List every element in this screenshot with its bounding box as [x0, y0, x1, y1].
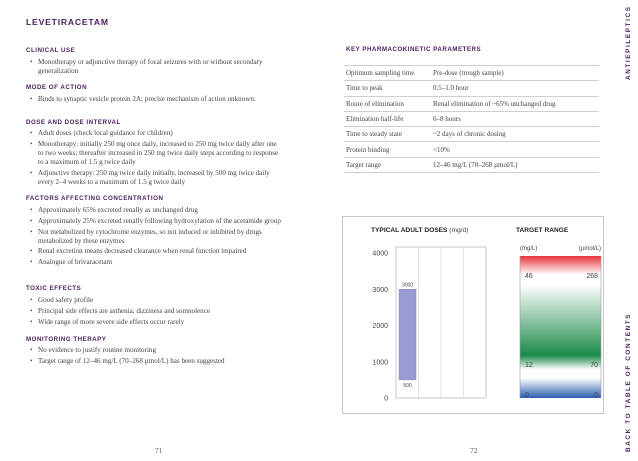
pk-row	[344, 142, 599, 157]
pk-value: <10%	[431, 142, 599, 157]
list-item: • Approximately 25% excreted renally following hydroxylation of the acetamide group	[33, 217, 281, 226]
dose-bar	[399, 289, 416, 380]
list-item: • Adult doses (check local guidance for children)	[33, 129, 281, 138]
left-level-label: 46	[525, 273, 533, 280]
pk-param: Time to peak	[344, 81, 431, 96]
pk-heading: KEY PHARMACOKINETIC PARAMETERS	[346, 46, 482, 53]
list-item: • Approximately 65% excreted renally as unchanged drug	[33, 206, 281, 215]
page-number-right: 72	[470, 446, 478, 455]
pk-value: 6–8 hours	[431, 111, 599, 126]
list-item: • Principal side effects are asthenia, dizziness and somnolence	[33, 307, 281, 316]
list-item: • Analogue of brivaracetam	[33, 258, 281, 267]
right-level-label: 70	[590, 362, 598, 369]
list-item: • Adjunctive therapy: 250 mg twice daily initially, increased by 500 mg twice daily every 2–4 weeks to a maximum of 1.5 g twice daily	[33, 169, 281, 187]
y-tick-label: 1000	[372, 359, 388, 367]
monitoring-heading: MONITORING THERAPY	[26, 336, 107, 343]
y-tick-label: 4000	[372, 250, 388, 258]
right-unit-label: (µmol/L)	[578, 246, 601, 252]
clinical-use-list	[33, 58, 281, 78]
chart-svg	[343, 217, 605, 415]
section-tab-label[interactable]: ANTIEPILEPTICS	[625, 5, 632, 80]
pk-param: Route of elimination	[344, 96, 431, 111]
pk-row	[344, 81, 599, 96]
pk-param: Elimination half-life	[344, 111, 431, 126]
factors-list	[33, 206, 281, 269]
factors-heading: FACTORS AFFECTING CONCENTRATION	[26, 195, 164, 202]
pk-row	[344, 157, 599, 172]
left-level-label: 12	[525, 362, 533, 369]
pk-param: Time to steady state	[344, 127, 431, 142]
bar-high-label: 3000	[401, 282, 414, 289]
list-item: • Good safety profile	[33, 296, 281, 305]
target-range-title: TARGET RANGE	[516, 227, 569, 234]
list-item: • Monotherapy or adjunctive therapy of focal seizures with or without secondary generalization	[33, 58, 281, 76]
back-to-contents-link[interactable]: BACK TO TABLE OF CONTENTS	[625, 312, 632, 452]
toxic-effects-heading: TOXIC EFFECTS	[26, 285, 82, 292]
list-item: • No evidence to justify routine monitoring	[33, 346, 281, 355]
pk-param: Protein binding	[344, 142, 431, 157]
right-level-label: 268	[586, 273, 598, 280]
y-tick-label: 2000	[372, 323, 388, 330]
pk-value: Renal elimination of ~65% unchanged drug	[431, 96, 599, 111]
chart-panel	[342, 216, 604, 414]
side-labels	[625, 0, 632, 461]
doses-chart-unit: (mg/d)	[449, 227, 469, 234]
list-item: • Monotherapy: initially 250 mg once daily, increased to 250 mg twice daily after one to two weeks; thereafter increased in 250 mg twice daily steps according to response to a maximum of 1.5 g twice daily	[33, 140, 281, 167]
page-title: LEVETIRACETAM	[26, 17, 109, 27]
pk-value: 12–46 mg/L (70–268 µmol/L)	[431, 157, 599, 172]
bar-low-label: 500	[403, 382, 412, 389]
list-item: • Renal excretion means decreased clearance when renal function impaired	[33, 247, 281, 256]
pk-row	[344, 96, 599, 111]
pk-value: ~2 days of chronic dosing	[431, 127, 599, 142]
mode-of-action-list	[33, 95, 281, 106]
pk-table	[344, 65, 599, 173]
left-level-label: 0	[525, 392, 529, 399]
y-tick-label: 0	[384, 395, 388, 403]
pk-param: Optimum sampling time	[344, 66, 431, 81]
right-level-label: 0	[594, 392, 598, 399]
pk-row	[344, 66, 599, 81]
toxic-effects-list	[33, 296, 281, 328]
list-item: • Wide range of more severe side effects occur rarely	[33, 318, 281, 327]
list-item: • Binds to synaptic vesicle protein 2A; precise mechanism of action unknown.	[33, 95, 281, 104]
pk-value: 0.5–1.0 hour	[431, 81, 599, 96]
list-item: • Not metabolized by cytochrome enzymes, so not induced or inhibited by drugs metabolized by these enzymes	[33, 228, 281, 246]
left-unit-label: (mg/L)	[520, 246, 538, 252]
dose-heading: DOSE AND DOSE INTERVAL	[26, 119, 121, 126]
page-number-left: 71	[155, 446, 163, 455]
pk-param: Target range	[344, 157, 431, 172]
mode-of-action-heading: MODE OF ACTION	[26, 84, 88, 91]
pk-row	[344, 127, 599, 142]
y-tick-label: 3000	[372, 286, 388, 294]
dose-list	[33, 129, 281, 188]
right-page	[320, 0, 638, 461]
pk-row	[344, 111, 599, 126]
monitoring-list	[33, 346, 281, 368]
clinical-use-heading: CLINICAL USE	[26, 47, 76, 54]
list-item: • Target range of 12–46 mg/L (70–268 µmol/L) has been suggested	[33, 357, 281, 366]
pk-value: Pre-dose (trough sample)	[431, 66, 599, 81]
doses-chart-title-text: TYPICAL ADULT DOSES	[371, 227, 448, 234]
